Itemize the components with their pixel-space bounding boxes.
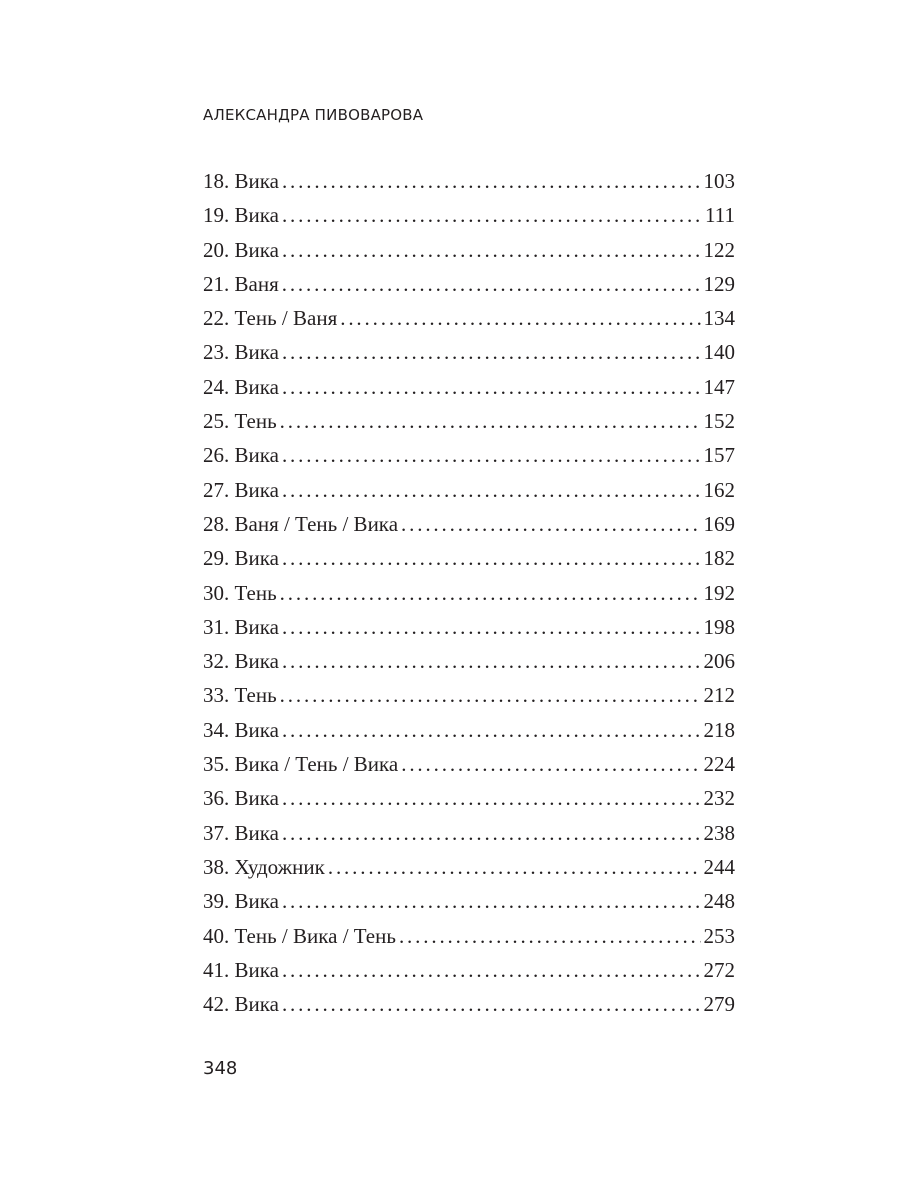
toc-entry (203, 576, 735, 610)
toc-entry-title: 27. Вика (203, 477, 279, 502)
toc-dot-leader (282, 473, 701, 507)
toc-entry (203, 884, 735, 918)
toc-dot-leader (328, 850, 701, 884)
toc-entry-page: 272 (703, 957, 735, 982)
toc-entry-title: 28. Ваня / Тень / Вика (203, 511, 399, 536)
toc-dot-leader (282, 267, 701, 301)
toc-entry (203, 781, 735, 815)
toc-entry-title: 21. Ваня (203, 271, 279, 296)
toc-entry-page: 244 (703, 854, 735, 879)
toc-entry-page: 218 (703, 717, 735, 742)
toc-dot-leader (280, 576, 701, 610)
toc-entry-title: 36. Вика (203, 786, 279, 811)
toc-entry-page: 111 (705, 203, 735, 228)
toc-entry-title: 25. Тень (203, 409, 277, 434)
toc-entry (203, 678, 735, 712)
toc-entry-title: 40. Тень / Вика / Тень (203, 923, 396, 948)
page-number: 348 (203, 1058, 238, 1079)
toc-entry-page: 134 (703, 306, 735, 331)
toc-dot-leader (401, 747, 700, 781)
toc-entry (203, 267, 735, 301)
toc-dot-leader (282, 438, 701, 472)
toc-entry (203, 233, 735, 267)
toc-dot-leader (280, 678, 701, 712)
toc-entry-page: 248 (703, 889, 735, 914)
toc-entry-title: 29. Вика (203, 546, 279, 571)
table-of-contents (203, 164, 735, 1021)
toc-entry-title: 32. Вика (203, 649, 279, 674)
toc-entry-page: 129 (703, 271, 735, 296)
toc-entry-title: 35. Вика / Тень / Вика (203, 752, 399, 777)
toc-entry-title: 20. Вика (203, 237, 279, 262)
toc-entry (203, 919, 735, 953)
toc-entry-page: 162 (703, 477, 735, 502)
toc-entry (203, 644, 735, 678)
toc-entry (203, 370, 735, 404)
toc-entry-title: 23. Вика (203, 340, 279, 365)
toc-entry (203, 987, 735, 1021)
toc-entry (203, 301, 735, 335)
toc-entry (203, 404, 735, 438)
toc-entry-title: 42. Вика (203, 992, 279, 1017)
toc-dot-leader (282, 953, 701, 987)
toc-entry-page: 169 (703, 511, 735, 536)
toc-entry-title: 34. Вика (203, 717, 279, 742)
toc-entry (203, 541, 735, 575)
toc-entry (203, 816, 735, 850)
running-head-author: АЛЕКСАНДРА ПИВОВАРОВА (203, 106, 424, 124)
toc-entry-title: 19. Вика (203, 203, 279, 228)
toc-entry (203, 713, 735, 747)
toc-entry (203, 438, 735, 472)
toc-entry-page: 122 (703, 237, 735, 262)
toc-entry-page: 224 (703, 752, 735, 777)
toc-entry-page: 157 (703, 443, 735, 468)
toc-dot-leader (282, 164, 701, 198)
toc-entry-title: 24. Вика (203, 374, 279, 399)
toc-entry (203, 507, 735, 541)
toc-entry-title: 38. Художник (203, 854, 325, 879)
toc-entry (203, 335, 735, 369)
toc-entry-title: 37. Вика (203, 820, 279, 845)
toc-dot-leader (282, 644, 701, 678)
toc-entry-title: 33. Тень (203, 683, 277, 708)
toc-entry-title: 39. Вика (203, 889, 279, 914)
toc-dot-leader (282, 335, 701, 369)
toc-entry-page: 147 (703, 374, 735, 399)
toc-dot-leader (399, 919, 701, 953)
toc-entry (203, 850, 735, 884)
toc-entry-page: 238 (703, 820, 735, 845)
toc-entry-title: 31. Вика (203, 614, 279, 639)
toc-entry-title: 26. Вика (203, 443, 279, 468)
toc-dot-leader (282, 370, 701, 404)
toc-dot-leader (282, 816, 701, 850)
toc-dot-leader (401, 507, 700, 541)
toc-dot-leader (282, 541, 701, 575)
toc-entry-page: 152 (703, 409, 735, 434)
toc-entry-title: 30. Тень (203, 580, 277, 605)
toc-dot-leader (282, 610, 701, 644)
toc-entry-page: 212 (703, 683, 735, 708)
toc-entry-page: 279 (703, 992, 735, 1017)
toc-entry (203, 953, 735, 987)
toc-entry-page: 206 (703, 649, 735, 674)
toc-dot-leader (282, 884, 701, 918)
toc-entry (203, 610, 735, 644)
toc-entry-page: 140 (703, 340, 735, 365)
toc-entry-page: 198 (703, 614, 735, 639)
toc-dot-leader (282, 713, 701, 747)
toc-entry-page: 232 (703, 786, 735, 811)
toc-entry-title: 22. Тень / Ваня (203, 306, 338, 331)
toc-entry-page: 103 (703, 169, 735, 193)
toc-dot-leader (282, 233, 701, 267)
toc-dot-leader (340, 301, 700, 335)
toc-entry-page: 192 (703, 580, 735, 605)
toc-entry-page: 182 (703, 546, 735, 571)
toc-entry-page: 253 (703, 923, 735, 948)
toc-entry (203, 164, 735, 198)
toc-entry (203, 473, 735, 507)
toc-dot-leader (282, 198, 702, 232)
toc-entry-title: 41. Вика (203, 957, 279, 982)
toc-entry (203, 198, 735, 232)
toc-dot-leader (282, 781, 701, 815)
toc-dot-leader (280, 404, 701, 438)
toc-entry (203, 747, 735, 781)
toc-entry-title: 18. Вика (203, 169, 279, 193)
toc-dot-leader (282, 987, 701, 1021)
